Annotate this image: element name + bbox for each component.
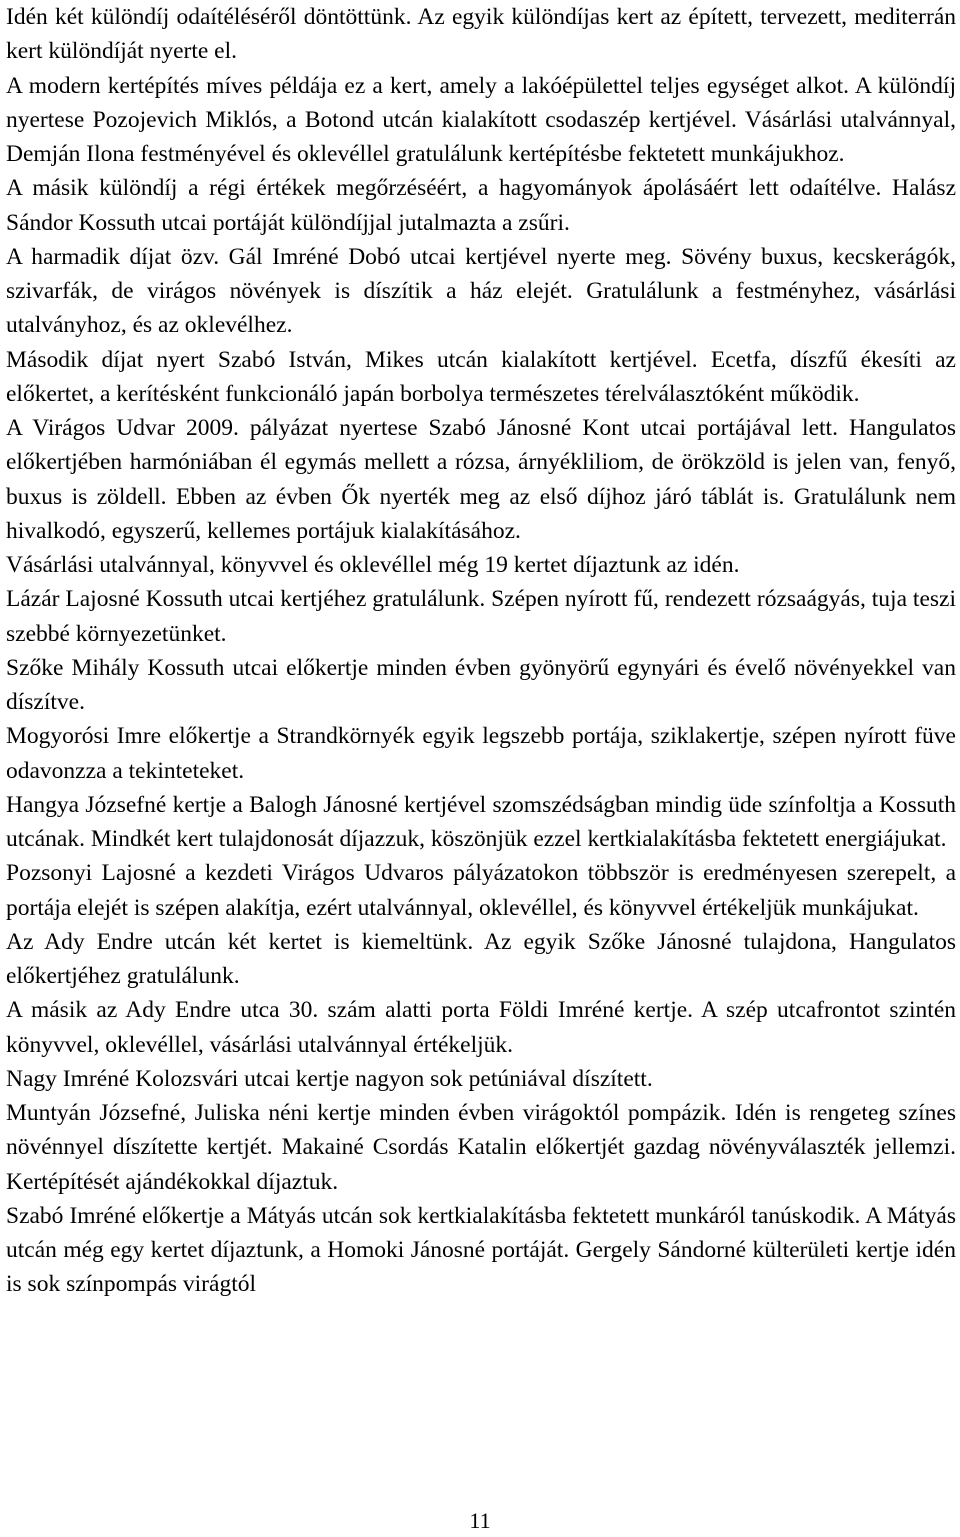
paragraph-third-prize: A harmadik díjat özv. Gál Imréné Dobó utcai kertjével nyerte meg. Sövény buxus, kecskerágók, szivarfák, de virágos növények is díszítik a ház elejét. Gratulálunk a festményhez, vásárlási utalványhoz, és az oklevélhez. bbox=[6, 243, 956, 339]
paragraph-szabo-imrene-garden: Szabó Imréné előkertje a Mátyás utcán sok kertkialakításba fektetett munkáról tanúskodik. A Mátyás utcán még egy kertet díjaztunk, a Homoki Jánosné portáját. Gergely Sándorné külterületi kertje idén is sok színpompás virágtól bbox=[6, 1202, 956, 1298]
paragraph-szoke-mihaly-garden: Szőke Mihály Kossuth utcai előkertje minden évben gyönyörű egynyári és évelő növényekkel van díszítve. bbox=[6, 654, 956, 715]
paragraph-mogyorosi-garden: Mogyorósi Imre előkertje a Strandkörnyék egyik legszebb portája, sziklakertje, szépen nyírott füve odavonzza a tekinteteket. bbox=[6, 723, 956, 784]
paragraph-nagy-garden: Nagy Imréné Kolozsvári utcai kertje nagyon sok petúniával díszített. bbox=[6, 1065, 653, 1092]
page-number: 11 bbox=[469, 1508, 491, 1533]
paragraph-halasz-special-award: A másik különdíj a régi értékek megőrzéséért, a hagyományok ápolásáért lett odaítélve. Halász Sándor Kossuth utcai portáját különdíjjal jutalmazta a zsűri. bbox=[6, 175, 956, 236]
paragraph-second-prize: Második díjat nyert Szabó István, Mikes utcán kialakított kertjével. Ecetfa, díszfű ékesíti az előkertet, a kerítésként funkcionáló japán borbolya természetes térelválasztóként működik. bbox=[6, 346, 956, 407]
paragraph-pozojevich-garden: A modern kertépítés míves példája ez a kert, amely a lakóépülettel teljes egységet alkot. A különdíj nyertese Pozojevich Miklós, a Botond utcán kialakított csodaszép kertjével. Vásárlási utalvánnyal, Demján Ilona festményével és oklevéllel gratulálunk kertépítésbe fektetett munkájukhoz. bbox=[6, 72, 956, 167]
paragraph-ady-street-gardens: Az Ady Endre utcán két kertet is kiemeltünk. Az egyik Szőke Jánosné tulajdona, Hangulatos előkertjéhez gratulálunk. bbox=[6, 928, 956, 989]
paragraph-nineteen-gardens: Vásárlási utalvánnyal, könyvvel és oklevéllel még 19 kertet díjaztunk az idén. bbox=[6, 552, 740, 578]
paragraph-muntyan-garden: Muntyán Józsefné, Juliska néni kertje minden évben virágoktól pompázik. Idén is rengeteg színes növénnyel díszítette kertjét. Makainé Csordás Katalin előkertjét gazdag növényválaszték jellemzi. Kertépítését ajándékokkal díjaztuk. bbox=[6, 1100, 956, 1195]
paragraph-special-awards-intro: Idén két különdíj odaítéléséről döntöttünk. Az egyik különdíjas kert az épített, tervezett, mediterrán kert különdíját nyerte el. bbox=[6, 4, 956, 65]
paragraph-lazar-garden: Lázár Lajosné Kossuth utcai kertjéhez gratulálunk. Szépen nyírott fű, rendezett rózsaágyás, tuja teszi szebbé környezetünket. bbox=[6, 586, 956, 647]
paragraph-pozsonyi-garden: Pozsonyi Lajosné a kezdeti Virágos Udvaros pályázatokon többször is eredményesen szerepelt, a portája elejét is szépen alakítja, ezért utalvánnyal, oklevéllel, és könyvvel értékeljük munkájukat. bbox=[6, 860, 956, 921]
document-page bbox=[6, 0, 956, 1302]
paragraph-first-prize: A Virágos Udvar 2009. pályázat nyertese Szabó Jánosné Kont utcai portájával lett. Hangulatos előkertjében harmóniában él egymás mellett a rózsa, árnyékliliom, de örökzöld is jelen van, fenyő, buxus is zöldell. Ebben az évben Ők nyerték meg az első díjhoz járó táblát is. Gratulálunk nem hivalkodó, egyszerű, kellemes portájuk kialakításához. bbox=[6, 415, 956, 544]
paragraph-hangya-garden: Hangya Józsefné kertje a Balogh Jánosné kertjével szomszédságban mindig üde színfoltja a Kossuth utcának. Mindkét kert tulajdonosát díjazzuk, köszönjük ezzel kertkialakításba fektetett energiájukat. bbox=[6, 791, 956, 852]
paragraph-foldi-garden: A másik az Ady Endre utca 30. szám alatti porta Földi Imréné kertje. A szép utcafrontot szintén könyvvel, oklevéllel, vásárlási utalvánnyal értékeljük. bbox=[6, 997, 956, 1058]
